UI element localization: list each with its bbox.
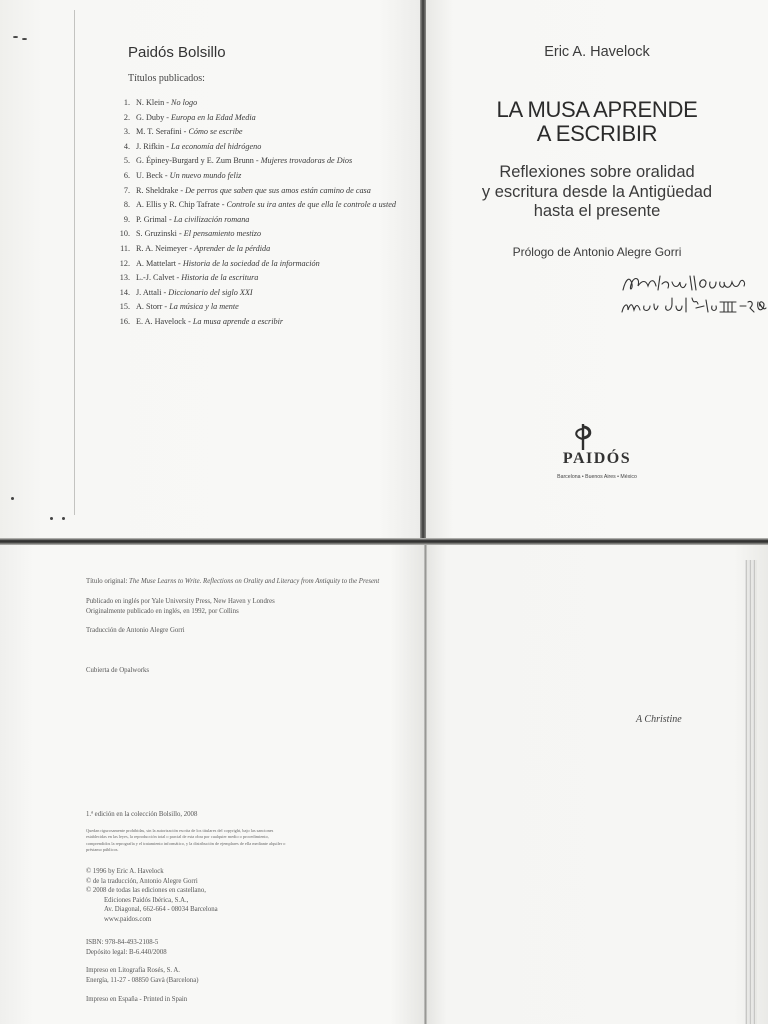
title-number: 13. — [119, 273, 130, 283]
title-author: G. Épiney-Burgard y E. Zum Brunn - — [136, 156, 261, 166]
published-titles-list — [112, 96, 402, 330]
title-list-item — [112, 257, 402, 272]
published-titles-header: Títulos publicados: — [128, 73, 205, 84]
title-entry — [136, 184, 371, 199]
book-title-line-1: LA MUSA APRENDE — [496, 97, 698, 122]
title-author: A. Ellis y R. Chip Tafrate - — [136, 200, 227, 210]
title-list-item — [112, 140, 402, 155]
title-number: 6. — [123, 170, 130, 180]
title-number: 16. — [119, 316, 130, 326]
title-number: 5. — [123, 156, 130, 166]
title-name: Historia de la sociedad de la información — [182, 258, 320, 268]
title-name: La música y la mente — [169, 302, 239, 312]
title-list-item — [112, 154, 402, 169]
legal-deposit: Depósito legal: B-6.440/2008 — [86, 948, 167, 956]
printer-block — [86, 966, 198, 985]
title-author: A. Mattelart - — [136, 258, 183, 268]
publisher-name: PAIDÓS — [562, 450, 632, 467]
printer-line-2: Energía, 11-27 - 08850 Gavà (Barcelona) — [86, 976, 199, 984]
printer-line-1: Impreso en Litografía Rosés, S. A. — [86, 967, 181, 974]
book-subtitle — [426, 163, 768, 222]
title-author: R. Sheldrake - — [136, 185, 186, 195]
title-entry — [136, 242, 270, 257]
title-number: 14. — [119, 287, 130, 297]
title-list-item — [112, 286, 402, 301]
title-list-item — [112, 315, 402, 330]
title-number: 7. — [123, 185, 130, 195]
title-author: E. A. Havelock - — [136, 316, 193, 326]
copyright-line-1: © 1996 by Eric A. Havelock — [86, 868, 164, 875]
title-list-item — [112, 213, 402, 228]
title-name: La economía del hidrógeno — [171, 141, 262, 151]
scan-speck — [50, 517, 53, 520]
dedication-page — [426, 545, 768, 1024]
scan-speck — [11, 497, 14, 500]
title-number: 11. — [120, 243, 130, 253]
translation-credit: Traducción de Antonio Alegre Gorri — [86, 627, 185, 634]
subtitle-line-3: hasta el presente — [533, 202, 661, 220]
publisher-website: www.paidos.com — [104, 915, 152, 923]
scan-speck — [22, 38, 27, 40]
title-entry — [136, 154, 352, 169]
author-name: Eric A. Havelock — [544, 44, 650, 60]
book-title-line-2: A ESCRIBIR — [536, 121, 658, 146]
title-number: 15. — [119, 302, 130, 312]
title-name: Aprender de la pérdida — [194, 243, 271, 253]
title-entry — [136, 111, 256, 126]
originally-published-line: Originalmente publicado en inglés, en 1992, por Collins — [86, 608, 239, 615]
book-title — [426, 98, 768, 146]
prologue-credit: Prólogo de Antonio Alegre Gorri — [512, 245, 682, 259]
original-title: The Muse Learns to Write. Reflections on Orality and Literacy from Antiquity to the Present — [129, 578, 380, 585]
title-list-item — [112, 96, 402, 111]
title-name: No logo — [171, 98, 198, 107]
title-author: A. Storr - — [136, 302, 170, 312]
title-list-item — [112, 242, 402, 257]
lower-gutter-line — [424, 545, 427, 1024]
subtitle-line-1: Reflexiones sobre oralidad — [499, 163, 695, 181]
edition-line: 1.ª edición en la colección Bolsillo, 2008 — [86, 811, 198, 818]
title-list-item — [112, 227, 402, 242]
copyright-line-3: © 2008 de todas las ediciones en castellano, — [86, 887, 206, 894]
legal-line-1: Quedan rigurosamente prohibidas, sin la autorización escrita de los titulares del copyright, bajo las sanciones — [86, 828, 274, 833]
page-edge-stripes — [745, 560, 757, 1024]
fold-crease — [74, 10, 75, 515]
isbn: ISBN: 978-84-493-2108-5 — [86, 939, 159, 946]
title-list-item — [112, 169, 402, 184]
publisher-cities: Barcelona • Buenos Aires • México — [557, 474, 637, 480]
title-name: Controle su ira antes de que ella le controle a usted — [226, 200, 396, 210]
title-entry — [136, 213, 249, 228]
dedication-text: A Christine — [636, 714, 682, 725]
title-author: M. T. Serafini - — [136, 127, 189, 137]
title-entry — [136, 96, 197, 111]
title-number: 12. — [119, 258, 130, 268]
title-entry — [136, 227, 261, 242]
handwritten-signature — [620, 268, 768, 316]
title-name: Diccionario del siglo XXI — [168, 287, 253, 297]
title-entry — [136, 300, 239, 315]
copyright-block — [86, 867, 218, 924]
title-author: N. Klein - — [136, 98, 172, 107]
title-name: Europa en la Edad Media — [171, 112, 256, 122]
title-name: Un nuevo mundo feliz — [169, 170, 242, 180]
title-number: 10. — [119, 229, 130, 239]
original-title-line — [86, 577, 382, 587]
title-entry — [136, 169, 241, 184]
scan-speck — [13, 36, 18, 38]
title-list-item — [112, 184, 402, 199]
title-author: R. A. Neimeyer - — [136, 243, 195, 253]
title-entry — [136, 198, 396, 213]
title-name: De perros que saben que sus amos están camino de casa — [185, 185, 371, 195]
title-name: La musa aprende a escribir — [192, 316, 284, 326]
title-list-item — [112, 271, 402, 286]
legal-line-4: préstamo públicos. — [86, 846, 119, 852]
title-author: P. Grimal - — [136, 214, 174, 224]
title-entry — [136, 140, 261, 155]
title-author: J. Rifkin - — [136, 141, 172, 151]
title-author: U. Beck - — [136, 170, 170, 180]
scan-speck — [62, 517, 65, 520]
title-entry — [136, 257, 320, 272]
title-name: Mujeres trovadoras de Dios — [260, 156, 353, 166]
title-list-item — [112, 125, 402, 140]
published-english-line: Publicado en inglés por Yale University Press, New Haven y Londres — [86, 598, 275, 605]
title-author: J. Attali - — [136, 287, 169, 297]
legal-line-3: comprendidos la reprografía y el tratamiento informático, y la distribución de ejemplares de ella mediante alquiler o — [86, 840, 286, 846]
title-number: 8. — [123, 200, 130, 210]
title-author: G. Duby - — [136, 112, 172, 122]
isbn-block — [86, 938, 167, 957]
copyright-line-2: © de la traducción, Antonio Alegre Gorri — [86, 877, 198, 885]
title-number: 2. — [123, 112, 130, 122]
horizontal-gutter-shadow — [0, 538, 768, 545]
title-name: La civilización romana — [173, 214, 250, 224]
title-entry — [136, 286, 253, 301]
title-list-item — [112, 198, 402, 213]
copyright-line-4: Ediciones Paidós Ibérica, S.A., — [104, 896, 189, 904]
title-author: S. Gruzinski - — [136, 229, 184, 239]
title-name: Historia de la escritura — [181, 273, 259, 283]
title-entry — [136, 315, 283, 330]
printed-in: Impreso en España - Printed in Spain — [86, 996, 188, 1003]
copyright-page — [0, 545, 424, 1024]
title-name: Cómo se escribe — [188, 127, 243, 137]
copyright-line-5: Av. Diagonal, 662-664 - 08034 Barcelona — [104, 906, 218, 913]
legal-line-2: establecidas en las leyes, la reproducción total o parcial de esta obra por cualquier medio o procedimiento, — [86, 834, 269, 840]
title-author: L.-J. Calvet - — [136, 273, 182, 283]
subtitle-line-2: y escritura desde la Antigüedad — [481, 182, 713, 201]
title-name: El pensamiento mestizo — [183, 229, 262, 239]
title-list-item — [112, 300, 402, 315]
title-list-item — [112, 111, 402, 126]
legal-notice — [86, 828, 386, 853]
original-title-label: Título original: — [86, 578, 130, 585]
title-number: 4. — [123, 141, 130, 151]
title-entry — [136, 125, 243, 140]
cover-credit: Cubierta de Opalworks — [86, 667, 150, 674]
series-name: Paidós Bolsillo — [128, 44, 226, 61]
title-number: 3. — [123, 127, 130, 137]
title-number: 1. — [123, 98, 130, 107]
title-number: 9. — [123, 214, 130, 224]
title-entry — [136, 271, 258, 286]
paidos-logo-icon — [572, 423, 594, 451]
